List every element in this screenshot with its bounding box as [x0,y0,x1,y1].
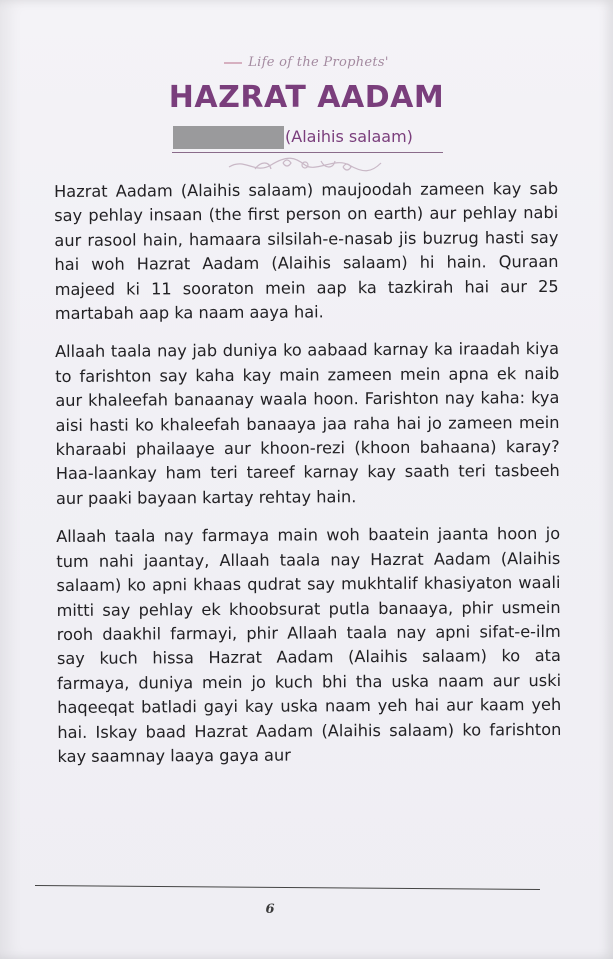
running-title: Life of the Prophets' [248,55,389,70]
chapter-title: HAZRAT AADAM [168,80,445,115]
paragraph-2: Allaah taala nay jab duniya ko aabaad karnay ka iraadah kiya to farishton say kaha kay main zameen mein apna ek naib aur khaleefah banaanay waala hoon. Farishton nay kaha: kya aisi hasti ko khaleefah banaaya jaa raha hai jo zameen mein kharaabi phailaaye aur khoon-rezi (khoon bahaana) karay? Haa-laankay ham teri tareef karnay kay saath teri tasbeeh aur paaki bayaan kartay rehtay hain. [54,339,560,508]
footer-divider [35,885,540,890]
running-header [0,53,613,70]
paragraph-1: Hazrat Aadam (Alaihis salaam) maujoodah zameen kay sab say pehlay insaan (the first person on earth) aur pehlay nabi aur rasool hain, hamaara silsilah-e-nasab jis buzrug hasti say hai woh Hazrat Aadam (Alaihis salaam) hi hain. Quraan majeed ki 11 sooraton mein aap ka tazkirah hai aur 25 martabah aap ka naam aaya hai. [54,178,559,324]
page-number: 6 [265,902,275,917]
chapter-subtitle: (Alaihis salaam) [285,127,413,146]
redaction-box [173,126,284,149]
paragraph-3: Allaah taala nay farmaya main woh baatein jaanta hoon jo tum nahi jaantay, Allaah taala nay Hazrat Aadam (Alaihis salaam) ko apni khaas qudrat say mukhtalif khasiyaton waali mitti say pehlay ek khoobsurat putla banaaya, phir usmein rooh daakhil farmayi, phir Allaah taala nay apni sifat-e-ilm say kuch hissa Hazrat Aadam (Alaihis salaam) ko ata farmaya, duniya mein jo kuch bhi tha uska naam aur uski haqeeqat batladi gayi kay uska naam yeh hai aur kaam yeh hai. Iskay baad Hazrat Aadam (Alaihis salaam) ko farishton kay saamnay laaya gaya aur [56,524,562,766]
body-text [54,177,562,783]
chapter-subtitle-row [173,123,443,153]
book-logo-icon [224,51,242,64]
ornament-flourish-icon [225,153,385,177]
